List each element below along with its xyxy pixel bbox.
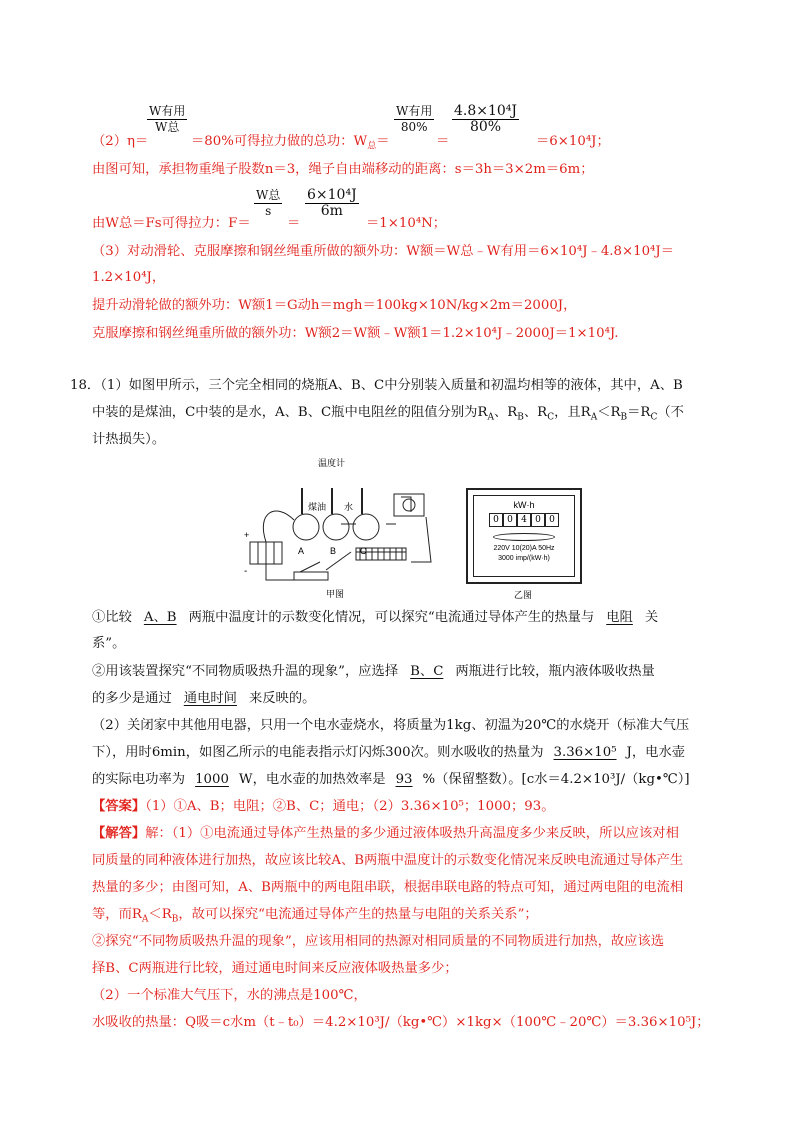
q18-part2-line1: （2）关闭家中其他用电器，只用一个电水壶烧水，将质量为1kg、初温为20℃的水烧开（标准大气压: [92, 718, 690, 733]
q18-sub2-line1: ②用该装置探究“不同物质吸热升温的现象”，应选择 B、C 两瓶进行比较，瓶内液体吸收热量: [92, 664, 655, 679]
answer-label: 【答案】: [92, 799, 146, 814]
rope-line: 由图可知，承担物重绳子股数n＝3，绳子自由端移动的距离：s＝3h＝3×2m＝6m；: [92, 162, 594, 177]
answer-blank: B、C: [410, 664, 444, 679]
meter-digit: 0: [489, 513, 503, 527]
extra-work-line4: 克服摩擦和钢丝绳重所做的额外功：W额2＝W额﹣W额1＝1.2×10⁴J﹣2000J＝1×10⁴J.: [92, 326, 619, 341]
figure-a-caption: 甲图: [326, 589, 345, 599]
answer-blank: 电阻: [606, 610, 633, 625]
total-work-result: ＝6×10⁴J；: [536, 134, 610, 149]
meter-indicator: [493, 533, 555, 541]
solution-line1: 【解答】解：（1）①电流通过导体产生热量的多少通过液体吸热升高温度多少来反映，所以应该对相: [92, 826, 679, 841]
meter-digit: 0: [503, 513, 517, 527]
figure-a-circuit: [236, 452, 446, 600]
q18-line1: 18．（1）如图甲所示，三个完全相同的烧瓶A、B、C中分别装入质量和初温均相等的液体，其中，A、B: [70, 378, 683, 393]
answer-blank: A、B: [143, 610, 177, 625]
solution-line4: 等，而$R_A<R_B$，故可以探究“电流通过导体产生的热量与电阻的关系关系”；: [92, 907, 538, 925]
figure-b-meter: [466, 488, 582, 584]
answer-line: 【答案】（1）①A、B；电阻；②B、C；通电；（2）3.36×10⁵；1000；93。: [92, 799, 555, 814]
extra-work-line3: 提升动滑轮做的额外功：W额1＝G动h＝mgh＝100kg×10N/kg×2m＝2000J，: [92, 298, 577, 313]
meter-digit: 0: [545, 513, 559, 527]
force-fraction-numeric: $\frac{\text{6×10⁴J}}{6m}$: [307, 187, 357, 219]
solution-line7: （2）一个标准大气压下，水的沸点是100℃，: [92, 988, 367, 1003]
meter-spec2: 3000 imp/(kW·h): [498, 555, 550, 562]
meter-digits: [474, 513, 574, 527]
q18-sub1-line2: 系”。: [92, 636, 126, 651]
battery-minus: -: [244, 566, 248, 577]
force-fraction-symbolic: W总 s: [256, 188, 281, 218]
eta-line: （2）η＝: [92, 134, 149, 149]
kerosene-label: 煤油: [308, 502, 327, 512]
thermometer-label: 温度计: [318, 458, 346, 468]
eta-text: ＝80%可得拉力做的总功：$W_总=$: [191, 134, 390, 152]
q18-sub1-line1: ①比较 A、B 两瓶中温度计的示数变化情况，可以探究“电流通过导体产生的热量与 电阻 关: [92, 610, 659, 625]
q18-part2-line2: 下），用时6min，如图乙所示的电能表指示灯闪烁300次。则水吸收的热量为 3.36×10⁵ J，电水壶: [92, 745, 686, 760]
answer-blank: 1000: [195, 772, 229, 787]
solution-line8: 水吸收的热量：Q吸＝c水m（t﹣t₀）＝4.2×10³J/（kg•℃）×1kg×（100℃﹣20℃）＝3.36×10⁵J；: [92, 1015, 710, 1030]
flask-a-label: A: [298, 546, 305, 556]
meter-spec1: 220V 10(20)A 50Hz: [493, 545, 555, 552]
q18-line2: 中装的是煤油，C中装的是水，A、B、C瓶中电阻丝的阻值分别为$R_A$、$R_B$、$R_C$，且$R_A<R_B=R_C$（不: [92, 405, 684, 423]
flask-c-label: C: [360, 546, 367, 556]
force-eq: ＝: [287, 216, 301, 231]
force-result: ＝1×10⁴N；: [366, 216, 447, 231]
eta-denominator: W总: [155, 120, 180, 134]
answer-blank: 93: [395, 772, 413, 787]
water-label: 水: [344, 502, 354, 512]
solution-line3: 热量的多少；由图可知，A、B两瓶中的两电阻串联，根据串联电路的特点可知，通过两电阻的电流相: [92, 880, 684, 895]
q18-part2-line3: 的实际电功率为 1000 W，电水壶的加热效率是 93 %（保留整数）。[c水＝4.2×10³J/（kg•℃）]: [92, 772, 690, 787]
figure-b-caption: 乙图: [514, 590, 533, 600]
total-work-fraction-numeric: $\frac{\text{4.8×10⁴J}}{80\%}$: [454, 103, 518, 135]
solution-label: 【解答】: [92, 826, 146, 841]
answer-blank: 通电时间: [183, 691, 237, 706]
extra-work-line2: 1.2×10⁴J，: [92, 270, 166, 285]
meter-digit: 4: [517, 513, 531, 527]
battery-plus: +: [244, 530, 250, 540]
solution-line2: 同质量的同种液体进行加热，故应该比较A、B两瓶中温度计的示数变化情况来反映电流通过导体产生: [92, 853, 684, 868]
eta-fraction: [147, 104, 187, 135]
eq-sign: ＝: [436, 134, 450, 149]
extra-work-line1: （3）对动滑轮、克服摩擦和钢丝绳重所做的额外功：W额＝W总﹣W有用＝6×10⁴J﹣4.8×10⁴J＝: [92, 244, 675, 259]
force-prefix: 由W总＝Fs可得拉力：F＝: [92, 216, 251, 231]
total-work-fraction-symbolic: W有用 80%: [396, 104, 433, 134]
answer-blank: 3.36×10⁵: [553, 745, 617, 760]
q18-sub2-line2: 的多少是通过 通电时间 来反映的。: [92, 691, 316, 706]
solution-line6: 择B、C两瓶进行比较，通过通电时间来反应液体吸热量多少；: [92, 961, 458, 976]
solution-line5: ②探究“不同物质吸热升温的现象”，应该用相同的热源对相同质量的不同物质进行加热，故应该选: [92, 934, 665, 949]
eta-numerator: W有用: [149, 104, 186, 118]
q18-line3: 计热损失）。: [92, 432, 166, 447]
flask-b-label: B: [330, 546, 337, 556]
meter-digit: 0: [531, 513, 545, 527]
meter-unit: kW·h: [513, 500, 535, 510]
